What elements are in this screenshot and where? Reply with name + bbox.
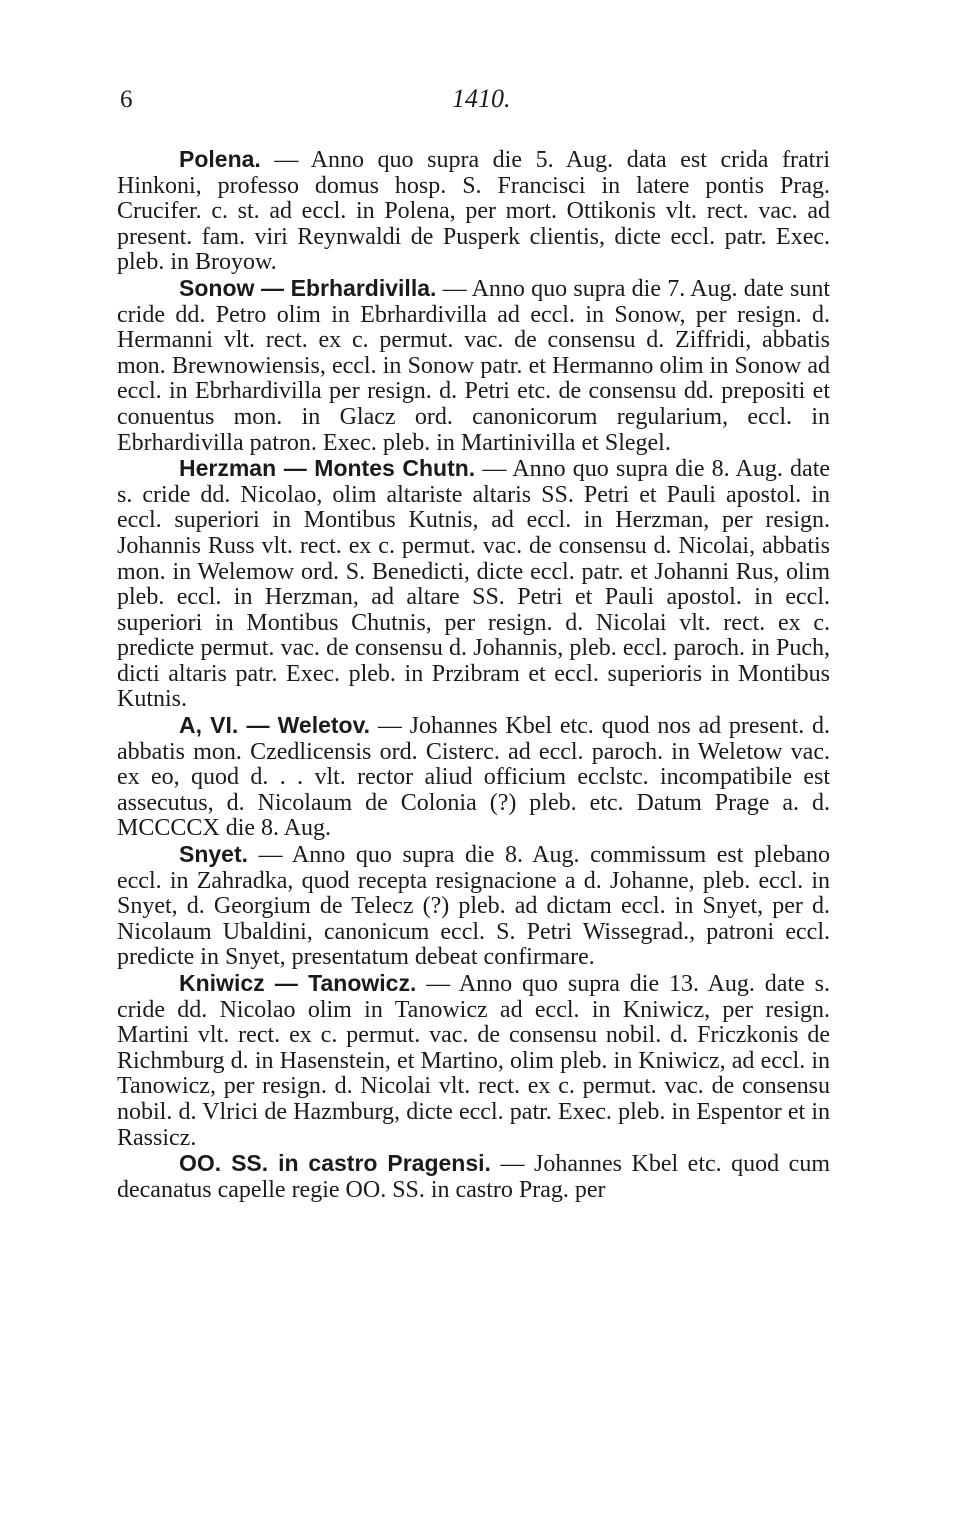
page-year-heading: 1410. [452,84,511,113]
entry-text: — Anno quo supra die 7. Aug. date sunt cride dd. Petro olim in Ebrhardivilla ad eccl. in Sonow, per resign. d. Hermanni vlt. rect. ex c. permut. vac. de consensu d. Ziffridi, abbatis mon. Brewnowiensis, eccl. in Sonow patr. et Hermanno olim in Sonow ad eccl. in Ebrhardivilla per resign. d. Petri etc. de consensu dd. prepositi et conuentus mon. in Glacz ord. canonicorum regularium, eccl. in Ebrhardivilla patron. Exec. pleb. in Martinivilla et Slegel. [117,275,831,456]
entry-text: — Anno quo supra die 8. Aug. date s. cride dd. Nicolao, olim altariste altaris SS. Petri et Pauli apostol. in eccl. superiori in Montibus Kutnis, ad eccl. in Herzman, per resign. Johannis Russ vlt. rect. ex c. permut. vac. de consensu d. Nicolai, abbatis mon. in Welemow ord. S. Benedicti, dicte eccl. patr. et Johanni Rus, olim pleb. eccl. in Herzman, ad altare SS. Petri et Pauli apostol. in eccl. superiori in Montibus Chutnis, per resign. d. Nicolai vlt. rect. ex c. predicte permut. vac. de consensu d. Johannis, pleb. eccl. paroch. in Puch, dicti altaris patr. Exec. pleb. in Przibram et eccl. superioris in Montibus Kutnis. [117,456,831,713]
entry-text: — Anno quo supra die 13. Aug. date s. cride dd. Nicolao olim in Tanowicz ad eccl. in Kniwicz, per resign. Martini vlt. rect. ex c. permut. vac. de consensu nobil. d. Friczkonis de Richmburg d. in Hasenstein, et Martino, olim pleb. in Kniwicz, ad eccl. in Tanowicz, per resign. d. Nicolai vlt. rect. ex c. permut. vac. de consensu nobil. d. Vlrici de Hazmburg, dicte eccl. patr. Exec. pleb. in Espentor et in Rassicz. [117,971,830,1151]
entry-kniwicz [117,971,830,1151]
entry-polena [117,147,830,276]
entry-heading: A, VI. — Weletov. [179,712,371,739]
entry-text: — Johannes Kbel etc. quod cum decanatus capelle regie OO. SS. in castro Prag. per [117,1151,830,1203]
entry-heading: Snyet. [179,841,249,868]
entry-text: — Johannes Kbel etc. quod nos ad present. d. abbatis mon. Czedlicensis ord. Cisterc. ad eccl. paroch. in Weletow vac. ex eo, quod d. . . vlt. rector aliud officium ecclstc. incompatibile est assecutus, d. Nicolaum de Colonia (?) pleb. etc. Datum Prage a. d. MCCCCX die 8. Aug. [117,713,830,842]
entry-text: — Anno quo supra die 8. Aug. commissum est plebano eccl. in Zahradka, quod recepta resignacione a d. Johanne, pleb. eccl. in Snyet, d. Georgium de Telecz (?) pleb. ad dictam eccl. in Snyet, per d. Nicolaum Ubaldini, canonicum eccl. S. Petri Wissegrad., patroni eccl. predicte in Snyet, presentatum debeat confirmare. [117,842,830,971]
entry-heading: OO. SS. in castro Pragensi. [179,1150,491,1177]
entry-sonow [117,276,830,456]
entry-herzman [117,456,830,713]
entry-text: — Anno quo supra die 5. Aug. data est crida fratri Hinkoni, professo domus hosp. S. Francisci in latere pontis Prag. Crucifer. c. st. ad eccl. in Polena, per mort. Ottikonis vlt. rect. vac. ad present. fam. viri Reynwaldi de Pusperk clientis, dicte eccl. patr. Exec. pleb. in Broyow. [117,147,830,276]
entry-heading: Kniwicz — Tanowicz. [179,970,417,996]
entry-heading: Polena. [179,146,261,172]
page-number: 6 [120,86,133,113]
entry-heading: Sonow — Ebrhardivilla. [179,274,437,301]
document-body [117,147,830,1203]
entry-oo-ss [117,1151,830,1203]
entry-weletov [117,713,830,842]
entry-snyet [117,842,830,971]
entry-heading: Herzman — Montes Chutn. [179,455,476,482]
